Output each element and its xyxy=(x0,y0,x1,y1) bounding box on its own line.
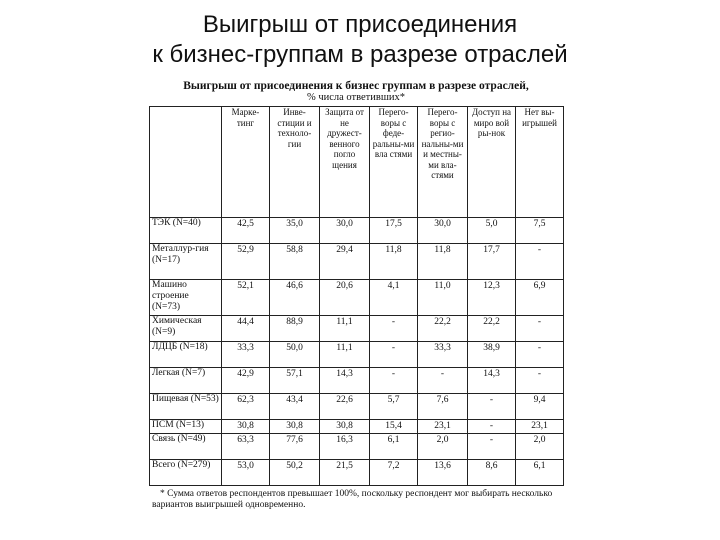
value-cell: 57,1 xyxy=(270,368,320,394)
value-cell: 38,9 xyxy=(468,342,516,368)
value-cell: 52,9 xyxy=(222,244,270,280)
value-cell: 46,6 xyxy=(270,280,320,316)
slide-title-line-1: Выигрыш от присоединения xyxy=(202,11,518,38)
industry-cell: Машино строение (N=73) xyxy=(150,280,222,316)
value-cell: 5,0 xyxy=(468,218,516,244)
value-cell: - xyxy=(370,316,418,342)
table-header-row xyxy=(150,107,564,218)
table-subtitle: % числа ответивших* xyxy=(306,92,406,103)
industry-cell: Химическая (N=9) xyxy=(150,316,222,342)
value-cell: - xyxy=(516,316,564,342)
value-cell: 42,9 xyxy=(222,368,270,394)
table-row xyxy=(150,460,564,486)
value-cell: 17,7 xyxy=(468,244,516,280)
value-cell: 11,8 xyxy=(370,244,418,280)
value-cell: 14,3 xyxy=(320,368,370,394)
value-cell: 11,1 xyxy=(320,316,370,342)
value-cell: 6,9 xyxy=(516,280,564,316)
table-row xyxy=(150,316,564,342)
value-cell: 15,4 xyxy=(370,420,418,434)
table-row xyxy=(150,368,564,394)
value-cell: 21,5 xyxy=(320,460,370,486)
industry-cell: Всего (N=279) xyxy=(150,460,222,486)
value-cell: 30,8 xyxy=(222,420,270,434)
value-cell: 33,3 xyxy=(418,342,468,368)
value-cell: 22,2 xyxy=(468,316,516,342)
value-cell: - xyxy=(468,434,516,460)
industry-cell: ТЭК (N=40) xyxy=(150,218,222,244)
column-header: Инве-стиции и техноло-гии xyxy=(270,107,320,218)
table-row xyxy=(150,434,564,460)
footnote: * Сумма ответов респондентов превышает 100%, поскольку респондент мог выбирать несколько вариантов выигрышей одновременно. xyxy=(152,489,553,510)
value-cell: 6,1 xyxy=(516,460,564,486)
industry-cell: ПСМ (N=13) xyxy=(150,420,222,434)
value-cell: - xyxy=(516,368,564,394)
value-cell: 4,1 xyxy=(370,280,418,316)
value-cell: 63,3 xyxy=(222,434,270,460)
value-cell: 50,0 xyxy=(270,342,320,368)
header-corner xyxy=(150,107,222,218)
value-cell: 62,3 xyxy=(222,394,270,420)
value-cell: - xyxy=(516,244,564,280)
scanned-table-image xyxy=(146,80,566,536)
value-cell: 23,1 xyxy=(516,420,564,434)
value-cell: 5,7 xyxy=(370,394,418,420)
slide-title xyxy=(0,10,720,70)
value-cell: 6,1 xyxy=(370,434,418,460)
value-cell: 58,8 xyxy=(270,244,320,280)
value-cell: 29,4 xyxy=(320,244,370,280)
value-cell: 7,2 xyxy=(370,460,418,486)
industry-cell: Металлур-гия (N=17) xyxy=(150,244,222,280)
value-cell: 22,6 xyxy=(320,394,370,420)
column-header: Перего-воры с регио-нальны-ми и местны-ми вла-стями xyxy=(418,107,468,218)
value-cell: 17,5 xyxy=(370,218,418,244)
industry-cell: Легкая (N=7) xyxy=(150,368,222,394)
table-title: Выигрыш от присоединения к бизнес группам в разрезе отраслей, xyxy=(183,80,529,92)
value-cell: - xyxy=(370,368,418,394)
industry-cell: Пищевая (N=53) xyxy=(150,394,222,420)
value-cell: 16,3 xyxy=(320,434,370,460)
value-cell: 52,1 xyxy=(222,280,270,316)
industry-cell: ЛДЦБ (N=18) xyxy=(150,342,222,368)
table-row xyxy=(150,280,564,316)
value-cell: 53,0 xyxy=(222,460,270,486)
column-header: Нет вы-игрышей xyxy=(516,107,564,218)
value-cell: 30,0 xyxy=(320,218,370,244)
value-cell: 30,8 xyxy=(320,420,370,434)
value-cell: - xyxy=(370,342,418,368)
industry-cell: Связь (N=49) xyxy=(150,434,222,460)
value-cell: 2,0 xyxy=(516,434,564,460)
value-cell: 22,2 xyxy=(418,316,468,342)
value-cell: 7,6 xyxy=(418,394,468,420)
value-cell: 20,6 xyxy=(320,280,370,316)
table-row xyxy=(150,420,564,434)
value-cell: 14,3 xyxy=(468,368,516,394)
column-header: Перего-воры с феде-ральны-ми вла стями xyxy=(370,107,418,218)
value-cell: - xyxy=(418,368,468,394)
column-header: Доступ на миро вой ры-нок xyxy=(468,107,516,218)
column-header: Марке-тинг xyxy=(222,107,270,218)
table-row xyxy=(150,394,564,420)
value-cell: - xyxy=(468,394,516,420)
value-cell: 11,1 xyxy=(320,342,370,368)
table-body xyxy=(150,218,564,486)
value-cell: 2,0 xyxy=(418,434,468,460)
value-cell: 88,9 xyxy=(270,316,320,342)
column-header: Защита от не дружест-венного погло щения xyxy=(320,107,370,218)
table-row xyxy=(150,218,564,244)
value-cell: 11,8 xyxy=(418,244,468,280)
table-row xyxy=(150,342,564,368)
value-cell: - xyxy=(516,342,564,368)
value-cell: 9,4 xyxy=(516,394,564,420)
table-row xyxy=(150,244,564,280)
value-cell: 42,5 xyxy=(222,218,270,244)
value-cell: 7,5 xyxy=(516,218,564,244)
value-cell: 77,6 xyxy=(270,434,320,460)
value-cell: 12,3 xyxy=(468,280,516,316)
value-cell: 35,0 xyxy=(270,218,320,244)
value-cell: 13,6 xyxy=(418,460,468,486)
value-cell: 33,3 xyxy=(222,342,270,368)
slide-title-line-2: к бизнес-группам в разрезе отраслей xyxy=(152,41,568,68)
value-cell: 23,1 xyxy=(418,420,468,434)
value-cell: 11,0 xyxy=(418,280,468,316)
value-cell: 8,6 xyxy=(468,460,516,486)
value-cell: 30,0 xyxy=(418,218,468,244)
value-cell: - xyxy=(468,420,516,434)
value-cell: 44,4 xyxy=(222,316,270,342)
value-cell: 30,8 xyxy=(270,420,320,434)
results-table xyxy=(149,106,564,486)
value-cell: 43,4 xyxy=(270,394,320,420)
value-cell: 50,2 xyxy=(270,460,320,486)
